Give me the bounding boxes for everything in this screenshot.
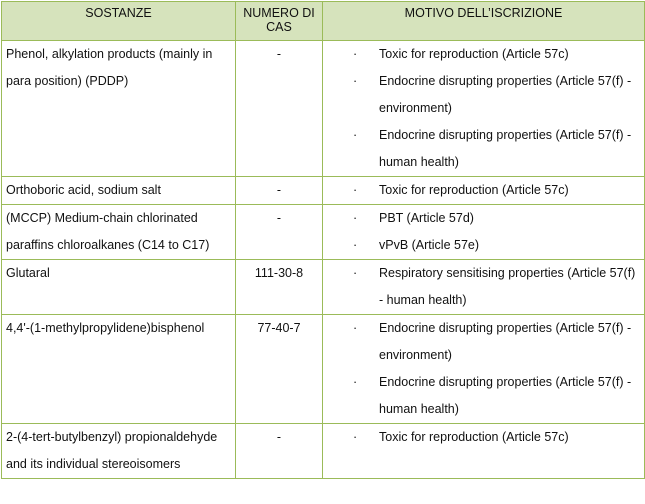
header-numero-cas: NUMERO DI CAS — [236, 2, 323, 41]
motivi-list — [327, 205, 640, 259]
motivo-text: Toxic for reproduction (Article 57c) — [379, 183, 569, 197]
cell-sostanza: Glutaral — [2, 260, 236, 315]
cell-motivo — [323, 41, 645, 177]
motivi-list — [327, 177, 640, 204]
cell-motivo — [323, 260, 645, 315]
table-row — [2, 260, 645, 315]
motivo-item — [327, 315, 640, 369]
cell-sostanza: Phenol, alkylation products (mainly in para position) (PDDP) — [2, 41, 236, 177]
motivo-text: Endocrine disrupting properties (Article 57(f) - environment) — [379, 321, 632, 362]
bullet-icon: · — [353, 375, 358, 389]
motivi-list — [327, 260, 640, 314]
motivo-item — [327, 122, 640, 176]
cell-numero-cas: - — [236, 41, 323, 177]
bullet-icon: · — [353, 211, 358, 225]
motivo-text: Respiratory sensitising properties (Article 57(f) - human health) — [379, 266, 636, 307]
table-row — [2, 41, 645, 177]
bullet-icon: · — [353, 266, 358, 280]
header-row — [2, 2, 645, 41]
motivo-text: Toxic for reproduction (Article 57c) — [379, 47, 569, 61]
cell-sostanza: 2-(4-tert-butylbenzyl) propionaldehyde and its individual stereoisomers — [2, 424, 236, 479]
cell-motivo — [323, 424, 645, 479]
motivi-list — [327, 424, 640, 451]
motivi-list — [327, 315, 640, 423]
motivo-text: PBT (Article 57d) — [379, 211, 474, 225]
motivi-list — [327, 41, 640, 176]
bullet-icon: · — [353, 238, 358, 252]
cell-numero-cas: - — [236, 205, 323, 260]
motivo-item — [327, 177, 640, 204]
motivo-item — [327, 68, 640, 122]
motivo-item — [327, 369, 640, 423]
motivo-text: Endocrine disrupting properties (Article 57(f) - human health) — [379, 375, 632, 416]
table-row — [2, 424, 645, 479]
cell-sostanza: Orthoboric acid, sodium salt — [2, 177, 236, 205]
table-row — [2, 205, 645, 260]
bullet-icon: · — [353, 74, 358, 88]
motivo-item — [327, 424, 640, 451]
table-body — [2, 41, 645, 479]
bullet-icon: · — [353, 47, 358, 61]
bullet-icon: · — [353, 128, 358, 142]
motivo-item — [327, 41, 640, 68]
cell-numero-cas: 111-30-8 — [236, 260, 323, 315]
cell-motivo — [323, 177, 645, 205]
substances-table — [1, 1, 645, 479]
motivo-text: Toxic for reproduction (Article 57c) — [379, 430, 569, 444]
motivo-item — [327, 260, 640, 314]
motivo-text: Endocrine disrupting properties (Article 57(f) - human health) — [379, 128, 632, 169]
cell-numero-cas: - — [236, 177, 323, 205]
motivo-text: Endocrine disrupting properties (Article 57(f) - environment) — [379, 74, 632, 115]
cell-motivo — [323, 315, 645, 424]
bullet-icon: · — [353, 321, 358, 335]
header-sostanze: SOSTANZE — [2, 2, 236, 41]
cell-numero-cas: - — [236, 424, 323, 479]
header-motivo: MOTIVO DELL’ISCRIZIONE — [323, 2, 645, 41]
cell-sostanza: 4,4'-(1-methylpropylidene)bisphenol — [2, 315, 236, 424]
cell-motivo — [323, 205, 645, 260]
motivo-item — [327, 232, 640, 259]
cell-numero-cas: 77-40-7 — [236, 315, 323, 424]
motivo-item — [327, 205, 640, 232]
bullet-icon: · — [353, 430, 358, 444]
table-row — [2, 315, 645, 424]
table-row — [2, 177, 645, 205]
cell-sostanza: (MCCP) Medium-chain chlorinated paraffins chloroalkanes (C14 to C17) — [2, 205, 236, 260]
motivo-text: vPvB (Article 57e) — [379, 238, 480, 252]
bullet-icon: · — [353, 183, 358, 197]
